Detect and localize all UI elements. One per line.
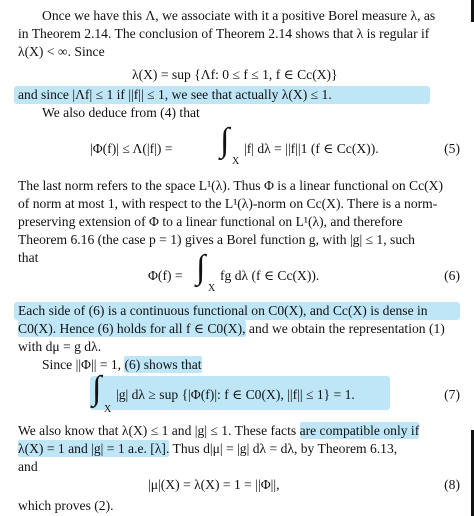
text-line: that bbox=[18, 250, 39, 265]
text-line: with dμ = g dλ. bbox=[18, 339, 102, 354]
text-span: We also know that λ(X) ≤ 1 and |g| ≤ 1. These facts bbox=[18, 423, 300, 438]
text-line: λ(X) < ∞. Since bbox=[18, 44, 105, 59]
text-line: We also deduce from (4) that bbox=[42, 105, 200, 120]
integral-subscript: X bbox=[104, 404, 112, 415]
text-line bbox=[42, 356, 474, 374]
text-line: Once we have this Λ, we associate with it a positive Borel measure λ, as bbox=[42, 8, 436, 23]
integral-sign: ∫ bbox=[220, 122, 230, 159]
highlighted-span: C0(X). Hence (6) holds for all f ∈ C0(X), bbox=[18, 321, 246, 336]
text-line: in Theorem 2.14. The conclusion of Theorem 2.14 shows that λ is regular if bbox=[18, 26, 430, 41]
integral-subscript: X bbox=[208, 283, 216, 294]
highlighted-span: are compatible only if bbox=[299, 423, 420, 438]
text-line: which proves (2). bbox=[18, 498, 114, 513]
integral-sign: ∫ bbox=[92, 370, 102, 407]
equation-number: (5) bbox=[444, 141, 460, 156]
text-span: Since ||Φ|| = 1, bbox=[42, 357, 125, 372]
text-line bbox=[18, 422, 474, 440]
text-line bbox=[18, 320, 474, 338]
text-line: preserving extension of Φ to a linear functional on L¹(λ), and therefore bbox=[18, 214, 403, 229]
equation-number: (8) bbox=[444, 477, 460, 492]
text-line: Theorem 6.16 (the case p = 1) gives a Borel function g, with |g| ≤ 1, such bbox=[18, 232, 415, 247]
text-line-highlighted: and since |Λf| ≤ 1 if ||f|| ≤ 1, we see that actually λ(X) ≤ 1. bbox=[18, 87, 332, 102]
equation-6-right: fg dλ (f ∈ Cc(X)). bbox=[220, 268, 320, 283]
equation-6-left: Φ(f) = bbox=[148, 268, 183, 283]
text-span: and we obtain the representation (1) bbox=[245, 321, 445, 336]
highlighted-span: λ(X) = 1 and |g| = 1 a.e. [λ]. bbox=[18, 441, 170, 456]
text-line: of norm at most 1, with respect to the L¹(λ)-norm on Cc(X). There is a norm- bbox=[18, 196, 438, 211]
equation-5-left: |Φ(f)| ≤ Λ(|f|) = bbox=[90, 141, 173, 156]
equation-lambda-sup: λ(X) = sup {Λf: 0 ≤ f ≤ 1, f ∈ Cc(X)} bbox=[132, 67, 338, 82]
text-line bbox=[18, 440, 474, 458]
equation-8: |μ|(X) = λ(X) = 1 = ||Φ||, bbox=[148, 477, 280, 492]
equation-number: (7) bbox=[444, 387, 460, 402]
equation-number: (6) bbox=[444, 268, 460, 283]
integral-subscript: X bbox=[232, 156, 240, 167]
integral-sign: ∫ bbox=[196, 249, 206, 286]
equation-7: |g| dλ ≥ sup {|Φ(f)|: f ∈ C0(X), ||f|| ≤ 1} = 1. bbox=[116, 387, 355, 402]
text-line: The last norm refers to the space L¹(λ). Thus Φ is a linear functional on Cc(X) bbox=[18, 178, 444, 193]
highlighted-span: (6) shows that bbox=[124, 357, 202, 372]
text-span: Thus d|μ| = |g| dλ = dλ, by Theorem 6.13, bbox=[169, 441, 398, 456]
text-line: and bbox=[18, 459, 38, 474]
text-line-highlighted: Each side of (6) is a continuous functional on C0(X), and Cc(X) is dense in bbox=[18, 303, 428, 318]
equation-5-right: |f| dλ = ||f||1 (f ∈ Cc(X)). bbox=[244, 141, 379, 156]
